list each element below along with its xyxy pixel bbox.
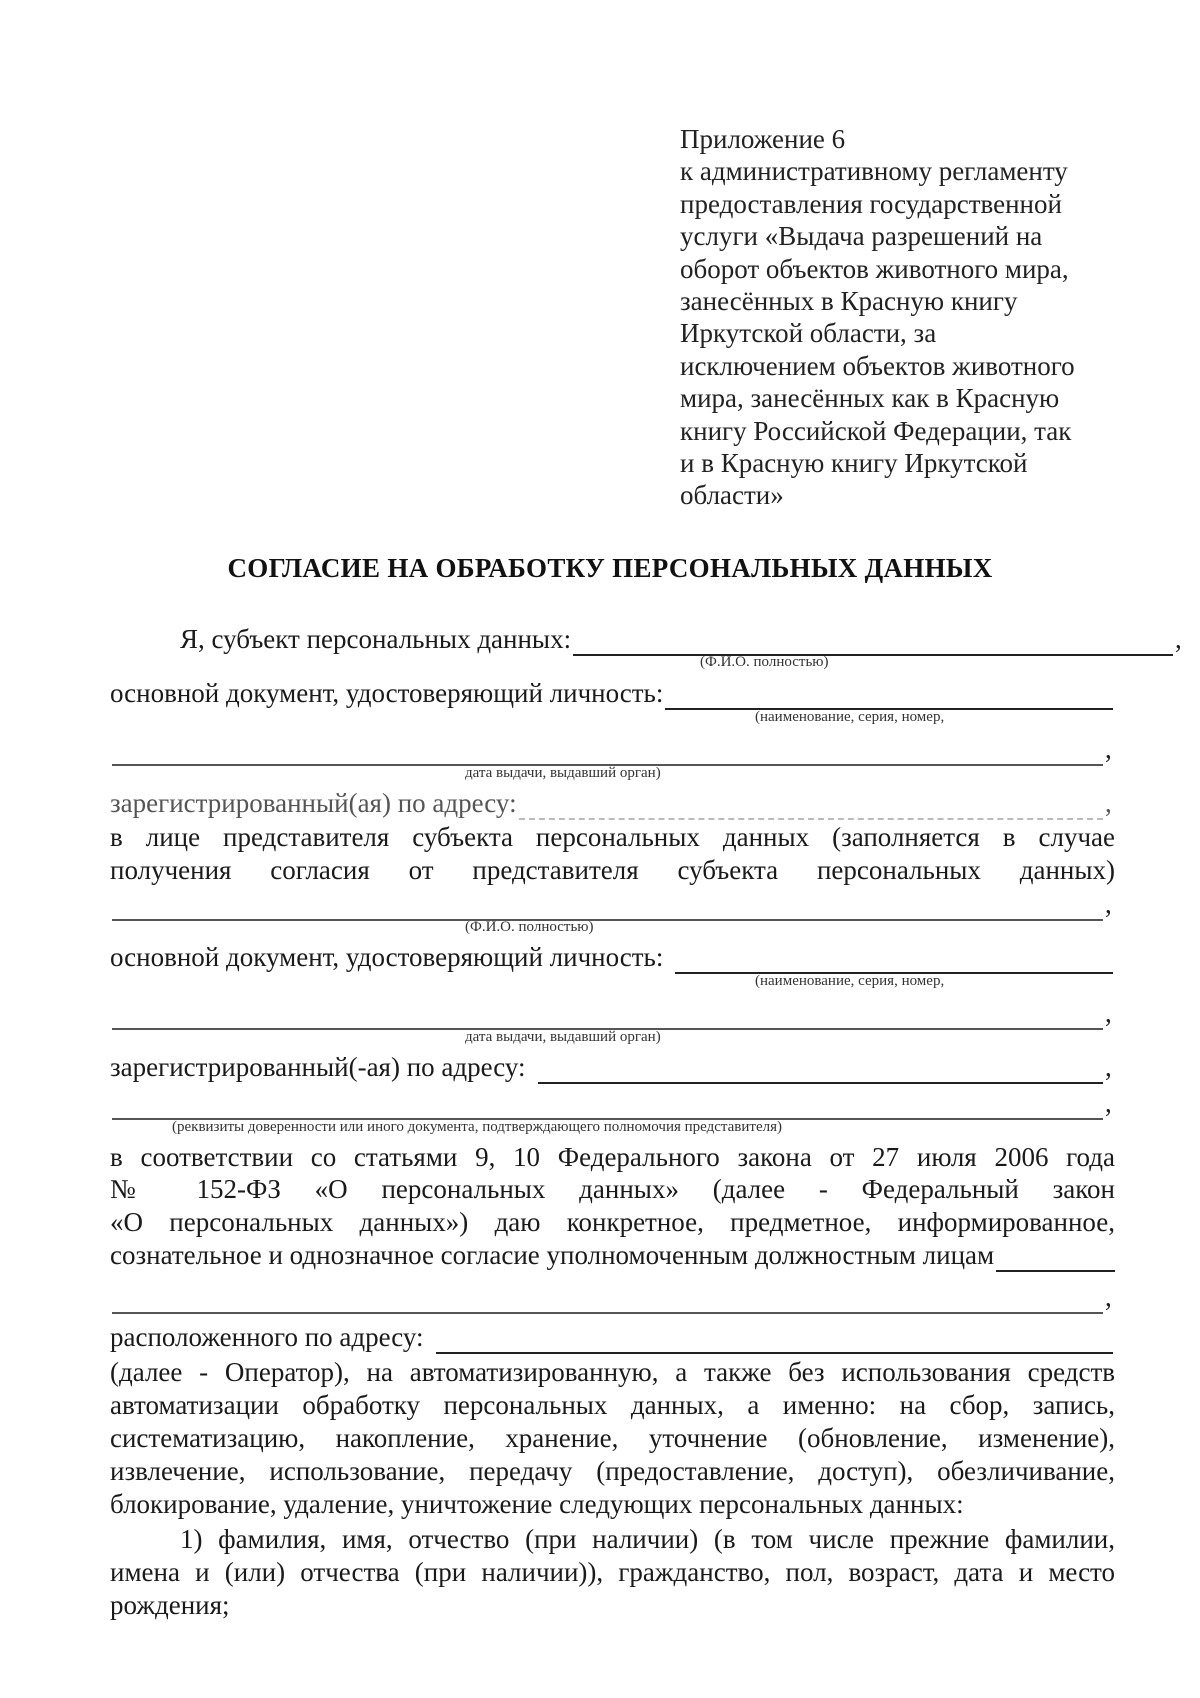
annex-line: предоставления государственной (680, 188, 1062, 219)
annex-line: оборот объектов животного мира, (680, 253, 1069, 284)
rep-address-field[interactable] (538, 1056, 1103, 1084)
annex-line: Приложение 6 (680, 124, 846, 154)
rep-doc-issue-row (110, 996, 1115, 1030)
annex-line: книгу Российской Федерации, так (680, 415, 1072, 446)
comma: , (1105, 788, 1112, 818)
comma: , (1105, 1088, 1112, 1118)
officials-field-continued[interactable] (112, 1286, 1103, 1314)
rep-doc-caption: (наименование, серия, номер, (755, 973, 945, 989)
page-title: СОГЛАСИЕ НА ОБРАБОТКУ ПЕРСОНАЛЬНЫХ ДАННЫХ (227, 553, 993, 583)
comma: , (1175, 624, 1182, 654)
doc-field[interactable] (665, 682, 1113, 710)
rep-text-line: получения согласия от представителя субъекта персональных данных) (110, 855, 1115, 885)
consent-line: № 152-ФЗ «О персональных данных» (далее - Федеральный закон (110, 1174, 1115, 1204)
fio-caption: (Ф.И.О. полностью) (700, 654, 829, 670)
annex-line: услуги «Выдача разрешений на (680, 221, 1043, 252)
rep-address-label: зарегистрированный(-ая) по адресу: (110, 1052, 526, 1082)
doc-caption: (наименование, серия, номер, (755, 709, 945, 725)
rep-fio-caption: (Ф.И.О. полностью) (465, 919, 594, 935)
annex-line: к административному регламенту (680, 156, 1068, 187)
item1-line: рождения; (110, 1590, 230, 1620)
subject-row (110, 622, 1185, 656)
consent-officials-row (110, 1238, 1115, 1272)
doc-issue-row (110, 732, 1115, 766)
rep-doc-issue-field[interactable] (112, 1002, 1103, 1030)
operator-address-field[interactable] (436, 1326, 1113, 1354)
rep-doc-field[interactable] (675, 946, 1113, 974)
processing-line: блокирование, удаление, уничтожение следующих персональных данных: (110, 1489, 964, 1519)
operator-label: расположенного по адресу: (110, 1322, 424, 1352)
annex-line: исключением объектов животного (680, 350, 1075, 381)
comma: , (1105, 889, 1112, 919)
annex-line: и в Красную книгу Иркутской (680, 448, 1028, 479)
consent-line: сознательное и однозначное согласие уполномоченным должностным лицам (110, 1240, 995, 1270)
power-caption: (реквизиты доверенности или иного документа, подтверждающего полномочия представителя) (172, 1119, 782, 1135)
rep-issue-caption: дата выдачи, выдавший орган) (465, 1029, 661, 1045)
rep-text-line: в лице представителя субъекта персональных данных (заполняется в случае (110, 822, 1115, 852)
rep-doc-row (110, 940, 1115, 974)
comma: , (1105, 734, 1112, 764)
doc-row (110, 676, 1115, 710)
officials-continuation-row (110, 1280, 1115, 1314)
power-row (110, 1086, 1115, 1120)
item1-line: 1) фамилия, имя, отчество (при наличии) (в том числе прежние фамилии, (180, 1524, 1115, 1554)
rep-fio-row (110, 887, 1115, 921)
processing-line: автоматизации обработку персональных данных, а именно: на сбор, запись, (110, 1390, 1115, 1420)
doc-label: основной документ, удостоверяющий личность: (110, 678, 664, 708)
annex-line: области» (680, 480, 784, 511)
annex-line: Иркутской области, за (680, 318, 937, 349)
processing-line: (далее - Оператор), на автоматизированную, а также без использования средств (110, 1357, 1115, 1387)
processing-line: извлечение, использование, передачу (предоставление, доступ), обезличивание, (110, 1456, 1115, 1486)
officials-field[interactable] (996, 1244, 1115, 1272)
address-row (110, 786, 1115, 820)
item1-line: имена и (или) отчества (при наличии)), гражданство, пол, возраст, дата и место (110, 1557, 1115, 1587)
power-field[interactable] (112, 1092, 1103, 1120)
subject-fio-field[interactable] (573, 628, 1173, 656)
annex-line: занесённых в Красную книгу (680, 286, 1018, 317)
comma: , (1105, 1282, 1112, 1312)
annex-line: мира, занесённых как в Красную (680, 383, 1060, 414)
comma: , (1105, 998, 1112, 1028)
comma: , (1105, 1052, 1112, 1082)
rep-address-row (110, 1050, 1115, 1084)
doc-issue-field[interactable] (112, 738, 1103, 766)
address-field[interactable] (519, 792, 1103, 820)
annex-block (680, 123, 1120, 512)
address-label: зарегистрированный(ая) по адресу: (110, 788, 517, 818)
operator-row (110, 1320, 1115, 1354)
consent-line: в соответствии со статьями 9, 10 Федерального закона от 27 июля 2006 года (110, 1142, 1115, 1172)
rep-fio-field[interactable] (112, 893, 1103, 921)
processing-line: систематизацию, накопление, хранение, уточнение (обновление, изменение), (110, 1423, 1115, 1453)
subject-label: Я, субъект персональных данных: (180, 624, 572, 654)
issue-caption: дата выдачи, выдавший орган) (465, 765, 661, 781)
consent-line: «О персональных данных») даю конкретное, предметное, информированное, (110, 1207, 1115, 1237)
rep-doc-label: основной документ, удостоверяющий личность: (110, 942, 664, 972)
